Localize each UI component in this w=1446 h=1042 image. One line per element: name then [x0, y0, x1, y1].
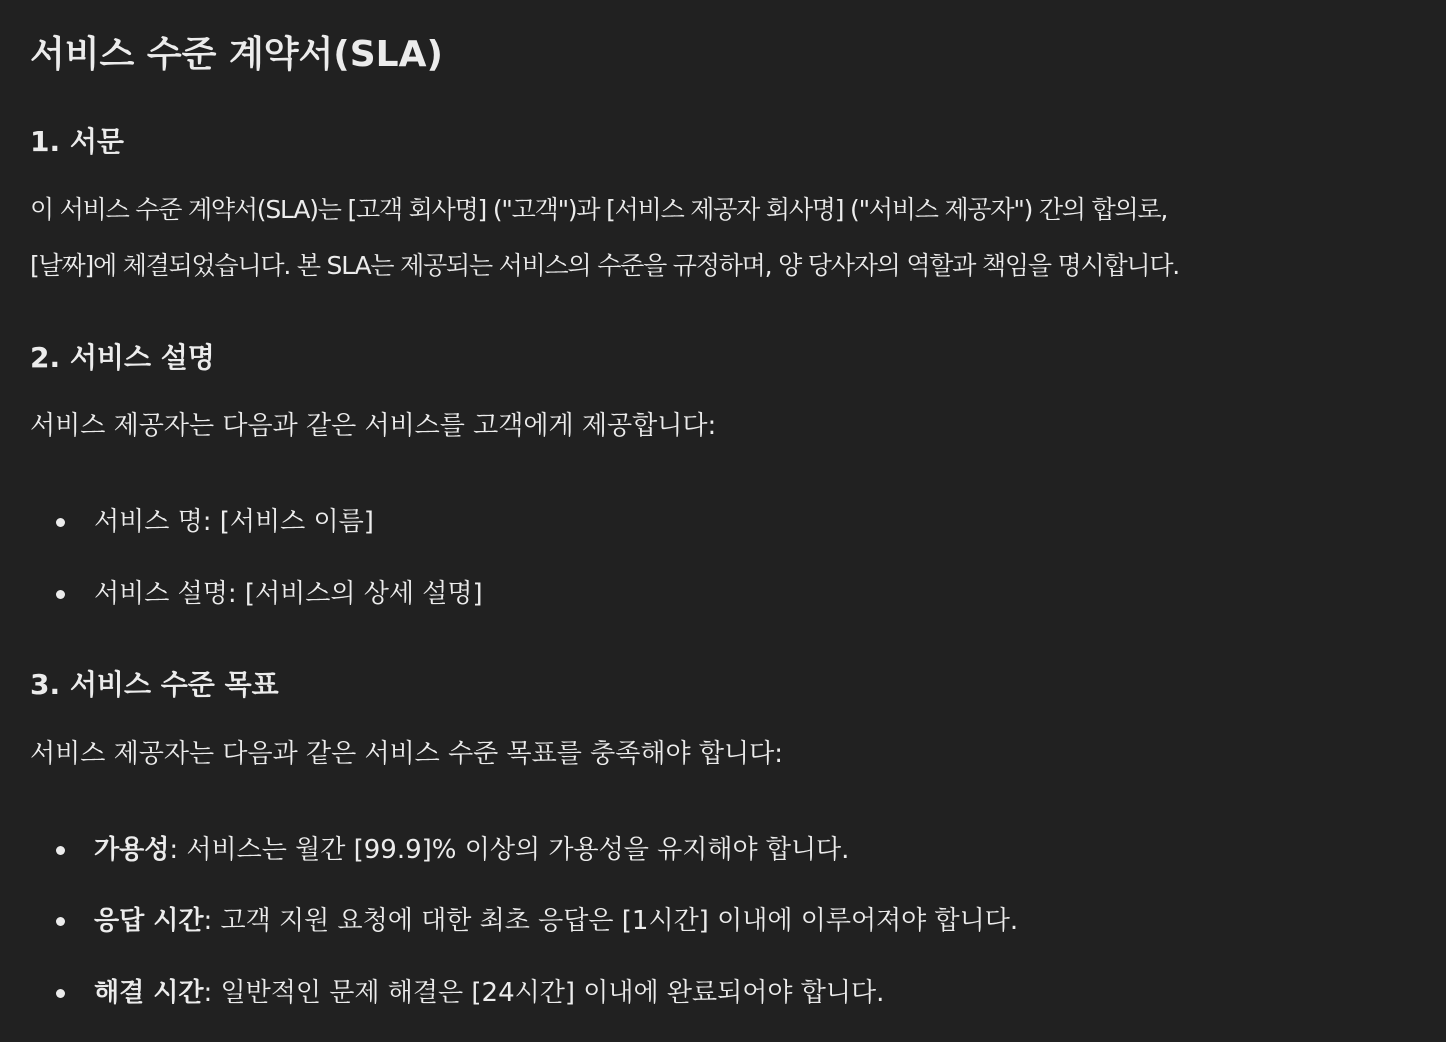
bullet-icon — [56, 590, 65, 599]
section-heading-service-level-objectives: 3. 서비스 수준 목표 — [30, 668, 279, 701]
section-heading-service-description: 2. 서비스 설명 — [30, 341, 215, 374]
list-item-label: 응답 시간 — [94, 906, 204, 936]
section-heading-preamble: 1. 서문 — [30, 125, 124, 158]
bullet-icon — [56, 518, 65, 527]
bullet-icon — [56, 917, 65, 926]
list-item-text: 서비스 설명: [서비스의 상세 설명] — [94, 579, 483, 609]
list-item-label: 해결 시간 — [94, 978, 204, 1008]
bullet-icon — [56, 989, 65, 998]
service-description-intro: 서비스 제공자는 다음과 같은 서비스를 고객에게 제공합니다: — [30, 411, 717, 441]
bullet-icon — [56, 846, 65, 855]
list-item-text — [94, 973, 884, 1013]
list-item-text: 서비스 명: [서비스 이름] — [94, 507, 374, 537]
list-item-label: 가용성 — [94, 835, 170, 865]
preamble-line-2: [날짜]에 체결되었습니다. 본 SLA는 제공되는 서비스의 수준을 규정하며, 양 당사자의 역할과 책임을 명시합니다. — [30, 251, 1180, 280]
service-level-objectives-intro: 서비스 제공자는 다음과 같은 서비스 수준 목표를 충족해야 합니다: — [30, 739, 784, 769]
list-item-text — [94, 830, 849, 870]
list-item-body: : 고객 지원 요청에 대한 최초 응답은 [1시간] 이내에 이루어져야 합니다. — [203, 906, 1019, 936]
list-item-body: : 서비스는 월간 [99.9]% 이상의 가용성을 유지해야 합니다. — [169, 835, 850, 865]
list-item-text — [94, 901, 1018, 941]
preamble-line-1: 이 서비스 수준 계약서(SLA)는 [고객 회사명] ("고객")과 [서비스 제공자 회사명] ("서비스 제공자") 간의 합의로, — [30, 195, 1168, 224]
list-item-body: : 일반적인 문제 해결은 [24시간] 이내에 완료되어야 합니다. — [203, 978, 885, 1008]
document-title: 서비스 수준 계약서(SLA) — [30, 34, 443, 75]
